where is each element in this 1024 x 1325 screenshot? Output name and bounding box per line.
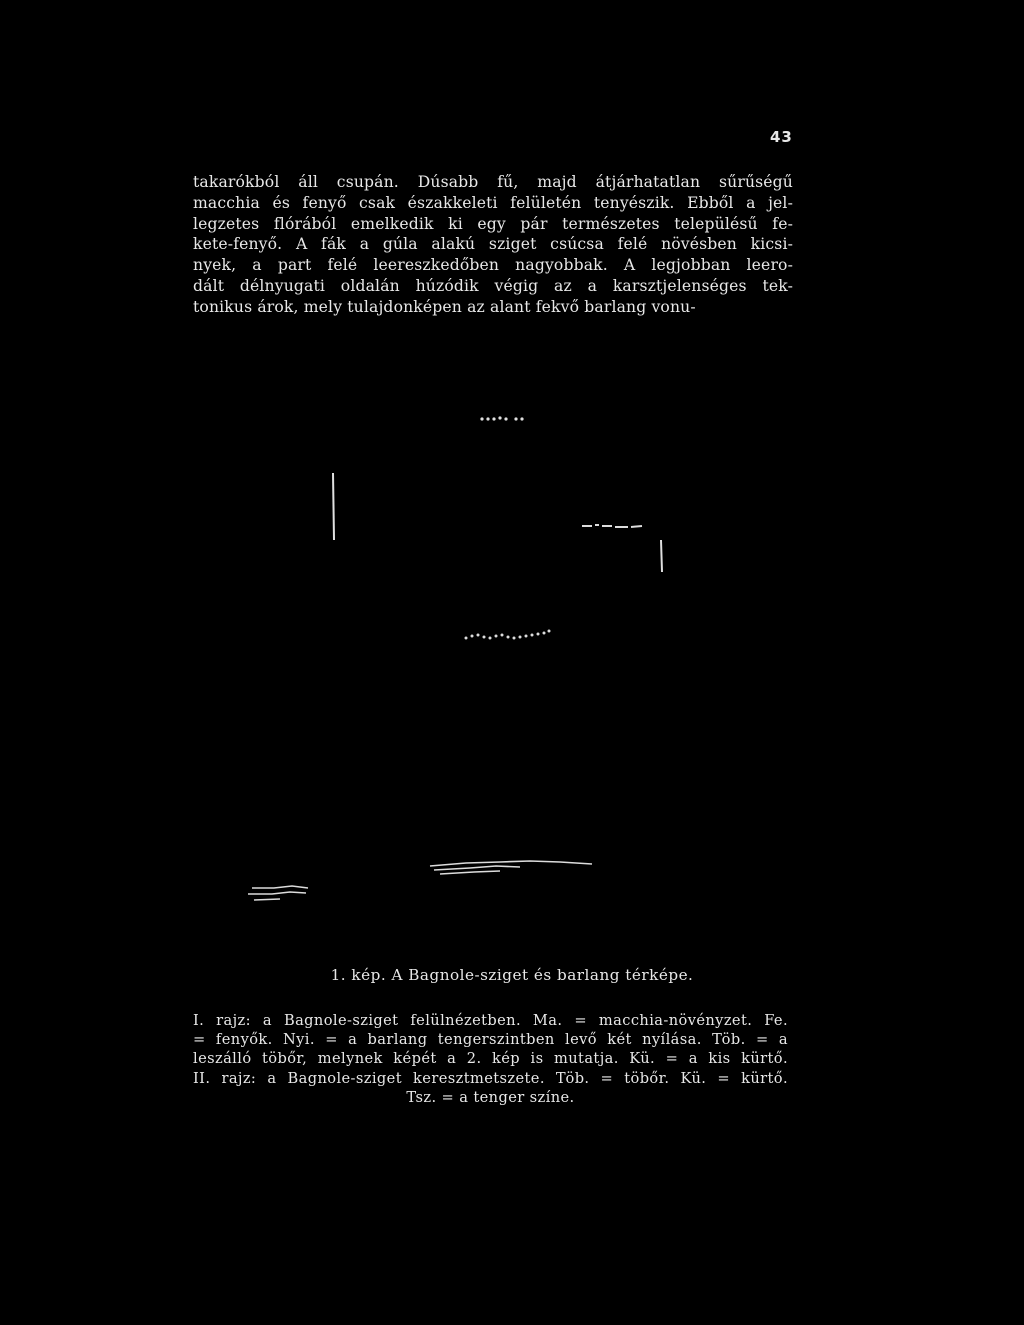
caption-line: Tsz. = a tenger színe.	[406, 1088, 575, 1106]
body-line: tonikus árok, mely tulajdonképen az alant fekvő barlang vonu-	[193, 297, 696, 316]
body-line: macchia és fenyő csak északkeleti felületén tenyészik. Ebből a jel-	[193, 193, 793, 212]
caption-line: I. rajz: a Bagnole-sziget felülnézetben. Ma. = macchia-növényzet. Fe.	[193, 1012, 788, 1029]
body-line: dált délnyugati oldalán húzódik végig az a karsztjelenséges tek-	[193, 276, 793, 295]
map-top-dots	[480, 416, 523, 420]
map-lower-dots	[465, 630, 551, 640]
body-line: legzetes flórából emelkedik ki egy pár természetes településű fe-	[193, 214, 793, 233]
map-sea-level-marks	[248, 886, 308, 900]
caption-line: leszálló töbőr, melynek képét a 2. kép is mutatja. Kü. = a kis kürtő.	[193, 1050, 788, 1068]
map-ridge-dashes	[582, 525, 642, 527]
map-shoreline-waves	[430, 861, 592, 874]
figure-caption-body	[193, 1011, 788, 1107]
body-paragraph	[193, 172, 793, 318]
figure-caption-title: 1. kép. A Bagnole-sziget és barlang térképe.	[330, 966, 694, 984]
page-number: 43	[770, 128, 793, 146]
body-line: nyek, a part felé leereszkedőben nagyobbak. A legjobban leero-	[193, 256, 793, 275]
caption-line: = fenyők. Nyi. = a barlang tengerszintben levő két nyílása. Töb. = a	[193, 1031, 788, 1049]
map-right-edge-line	[661, 540, 662, 572]
map-left-edge-line	[333, 473, 334, 540]
caption-line: II. rajz: a Bagnole-sziget keresztmetszete. Töb. = töbőr. Kü. = kürtő.	[193, 1069, 788, 1087]
body-line: takarókból áll csupán. Dúsabb fű, majd átjárhatatlan sűrűségű	[193, 173, 793, 191]
body-line: kete-fenyő. A fák a gúla alakú sziget csúcsa felé növésben kicsi-	[193, 235, 793, 254]
map-drawing	[230, 400, 630, 920]
island-map-figure	[230, 400, 630, 920]
